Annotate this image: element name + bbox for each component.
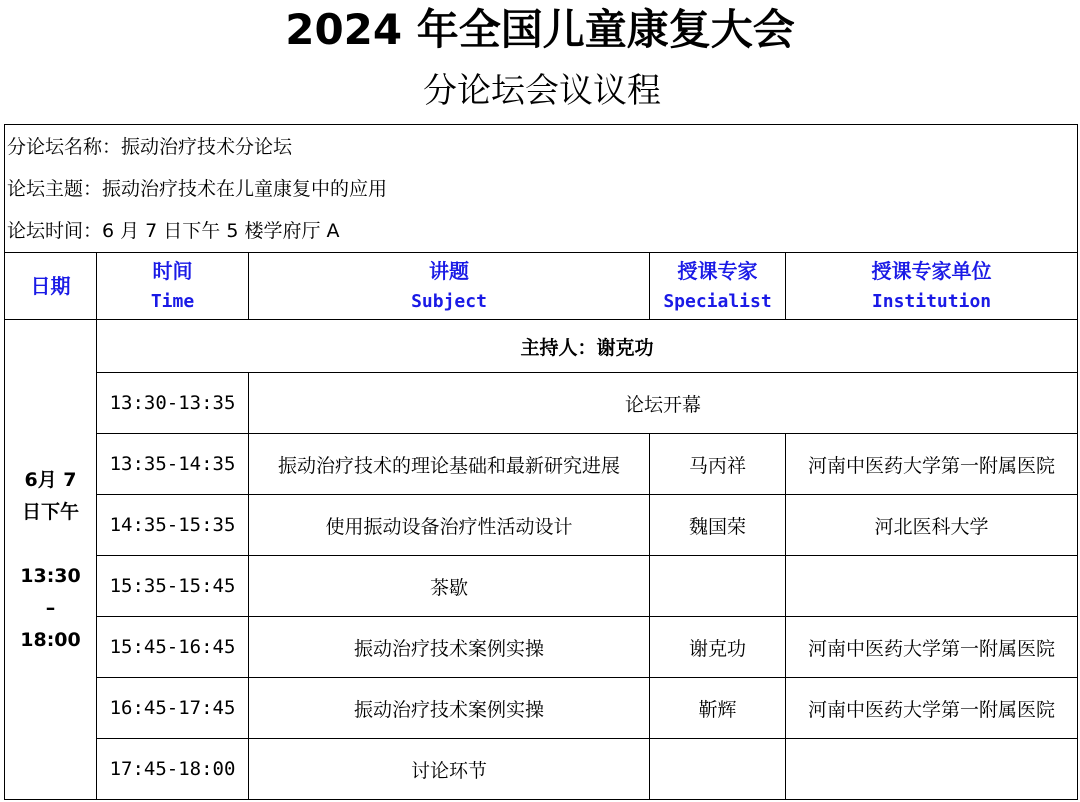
row-subject: 讨论环节 — [249, 739, 650, 800]
row-institution: 河北医科大学 — [786, 495, 1078, 556]
row-subject: 使用振动设备治疗性活动设计 — [249, 495, 650, 556]
row-specialist — [650, 556, 786, 617]
forum-time: 论坛时间：6 月 7 日下午 5 楼学府厅 A — [7, 219, 340, 242]
header-institution: 授课专家单位 Institution — [786, 253, 1078, 320]
row-specialist: 魏国荣 — [650, 495, 786, 556]
agenda-table — [4, 124, 1078, 800]
row-specialist: 谢克功 — [650, 617, 786, 678]
header-time: 时间 Time — [97, 253, 249, 320]
row-subject: 振动治疗技术案例实操 — [249, 678, 650, 739]
row-subject: 振动治疗技术案例实操 — [249, 617, 650, 678]
forum-theme: 论坛主题：振动治疗技术在儿童康复中的应用 — [7, 177, 388, 200]
row-subject: 茶歇 — [249, 556, 650, 617]
table-row — [5, 373, 1078, 434]
table-row — [5, 617, 1078, 678]
row-specialist: 靳辉 — [650, 678, 786, 739]
row-institution: 河南中医药大学第一附属医院 — [786, 434, 1078, 495]
row-time: 15:35-15:45 — [97, 556, 249, 617]
row-time: 17:45-18:00 — [97, 739, 249, 800]
row-specialist: 马丙祥 — [650, 434, 786, 495]
row-subject: 论坛开幕 — [249, 373, 1078, 434]
header-row — [5, 253, 1078, 320]
table-row — [5, 434, 1078, 495]
row-time: 13:35-14:35 — [97, 434, 249, 495]
row-subject: 振动治疗技术的理论基础和最新研究进展 — [249, 434, 650, 495]
table-row — [5, 556, 1078, 617]
host-cell: 主持人：谢克功 — [97, 320, 1078, 373]
forum-info — [5, 125, 1078, 253]
row-time: 14:35-15:35 — [97, 495, 249, 556]
date-cell: 6月 7 日下午 13:30 – 18:00 — [5, 320, 97, 800]
header-date: 日期 — [5, 253, 97, 320]
forum-name: 分论坛名称：振动治疗技术分论坛 — [7, 135, 293, 158]
row-institution: 河南中医药大学第一附属医院 — [786, 617, 1078, 678]
row-time: 16:45-17:45 — [97, 678, 249, 739]
page-title: 2024 年全国儿童康复大会 — [285, 5, 795, 54]
row-institution: 河南中医药大学第一附属医院 — [786, 678, 1078, 739]
row-institution — [786, 556, 1078, 617]
header-specialist: 授课专家 Specialist — [650, 253, 786, 320]
row-time: 13:30-13:35 — [97, 373, 249, 434]
table-row — [5, 739, 1078, 800]
page-subtitle: 分论坛会议议程 — [423, 71, 661, 111]
table-row — [5, 678, 1078, 739]
row-time: 15:45-16:45 — [97, 617, 249, 678]
header-subject: 讲题 Subject — [249, 253, 650, 320]
row-specialist — [650, 739, 786, 800]
row-institution — [786, 739, 1078, 800]
table-row — [5, 495, 1078, 556]
